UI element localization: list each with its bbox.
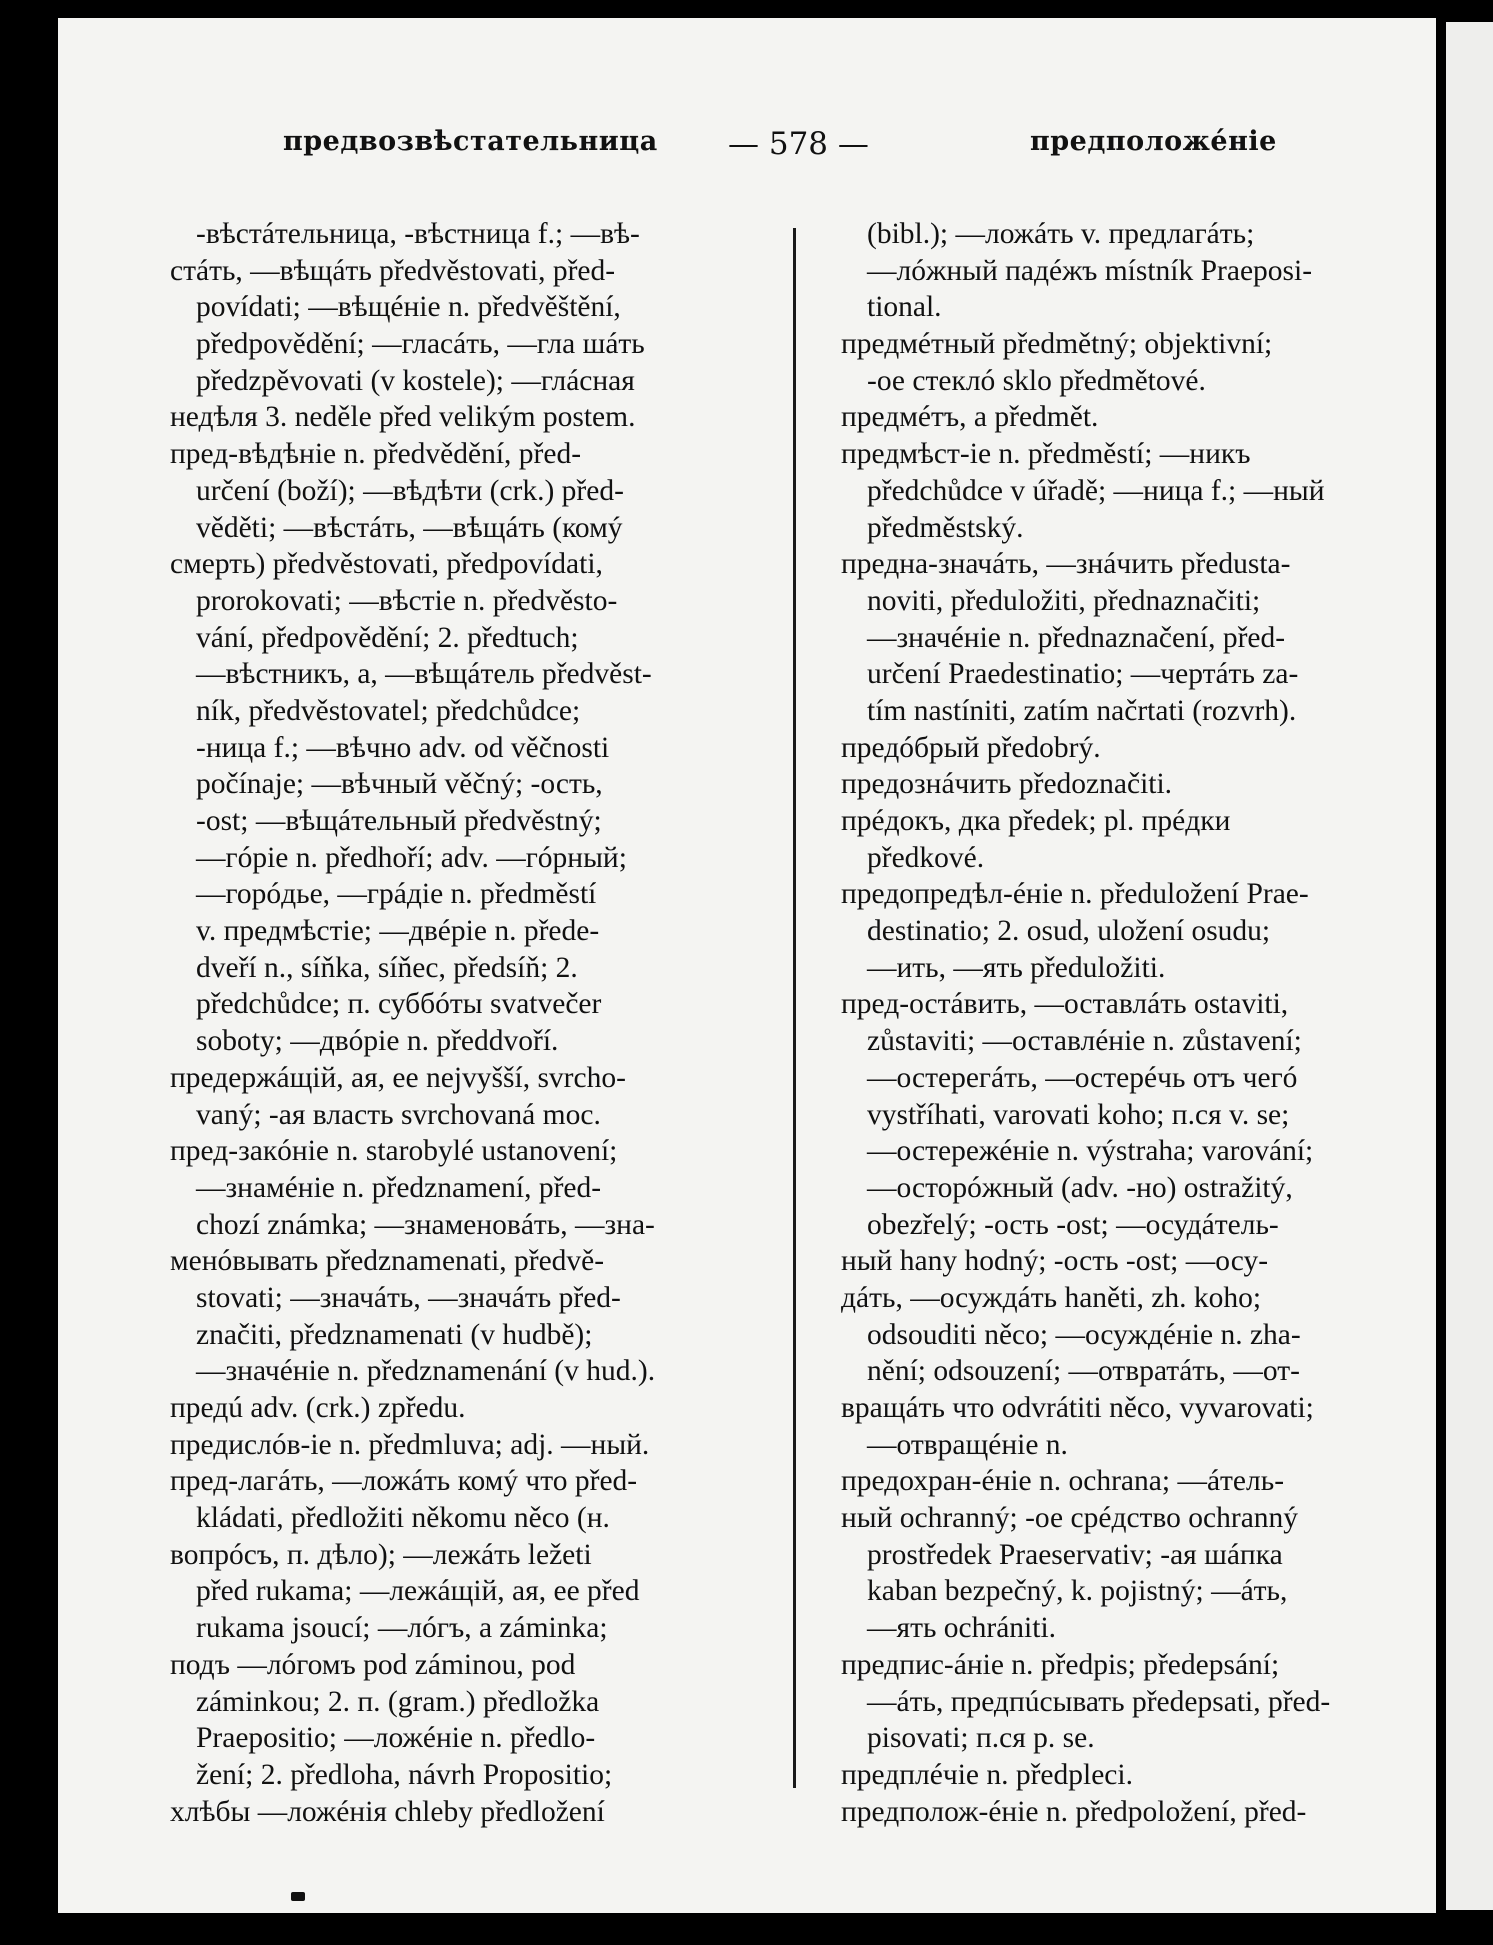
text-line: počínaje; —вѣчный věčný; -ость, <box>196 768 603 801</box>
text-line: odsouditi něco; —осуждéніе n. zha- <box>867 1318 1301 1351</box>
text-line: —áть, предпúсывать předepsati, před- <box>867 1685 1331 1718</box>
text-line: kládati, předložiti někomu něco (н. <box>196 1502 610 1535</box>
text-line: soboty; —двóріе n. předdvoří. <box>196 1025 559 1058</box>
text-line: před rukama; —лежáщій, ая, ее před <box>196 1575 640 1608</box>
text-line: —гóріе n. předhoří; adv. —гóрный; <box>196 841 627 874</box>
text-line: —отвращéніе n. <box>867 1428 1068 1461</box>
text-line: vaný; -ая власть svrchovaná moc. <box>196 1098 601 1131</box>
header-left-guideword: предвозвѣстательница <box>283 126 658 157</box>
text-line: хлѣбы —ложéнія chleby předložení <box>170 1795 605 1828</box>
text-line: предмѣст-іе n. předměstí; —никъ <box>841 438 1251 471</box>
text-line: určení Praedestinatio; —чертáть za- <box>867 658 1299 691</box>
page-header <box>58 126 1436 174</box>
text-line: ный ochranný; -ое срéдство ochranný <box>841 1502 1299 1535</box>
text-line: noviti, předuložiti, přednaznačiti; <box>867 584 1261 617</box>
text-line: пред-остáвить, —оставлáть ostaviti, <box>841 988 1289 1021</box>
text-line: věděti; —вѣстáть, —вѣщáть (комý <box>196 511 623 544</box>
text-line: предполож-éніе n. předpoložení, před- <box>841 1795 1307 1828</box>
text-line: obezřelý; -ость -ost; —осудáтель- <box>867 1208 1279 1241</box>
text-line: предú adv. (crk.) zpředu. <box>170 1392 466 1424</box>
text-line: —остережéніе n. výstraha; varování; <box>867 1135 1314 1168</box>
text-line: rukama jsoucí; —лóгъ, а záminka; <box>196 1612 608 1645</box>
text-line: предпис-áніе n. předpis; předepsání; <box>841 1648 1280 1681</box>
text-line: žení; 2. předloha, návrh Propositio; <box>196 1758 613 1791</box>
text-line: дáть, —осуждáть haněti, zh. koho; <box>841 1281 1262 1314</box>
text-line: -вѣстáтельница, -вѣстница f.; —вѣ- <box>196 218 640 250</box>
text-line: —знамéніе n. předznamení, před- <box>196 1171 602 1204</box>
text-line: вопрóсъ, п. дѣло); —лежáть ležeti <box>170 1538 592 1571</box>
text-line: předměstský. <box>867 511 1024 544</box>
text-line: предержáщій, ая, ее nejvyšší, svrcho- <box>170 1061 626 1094</box>
text-line: пред-лагáть, —ложáть комý что před- <box>170 1465 638 1498</box>
text-line: v. предмѣстіе; —двéріе n. přede- <box>196 915 600 948</box>
text-line: вращáть что odvrátiti něco, vyvarovati; <box>841 1392 1314 1424</box>
text-line: vání, předpovědění; 2. předtuch; <box>196 621 579 654</box>
text-line: предóбрый předobrý. <box>841 731 1101 764</box>
text-line: kaban bezpečný, k. pojistný; —áть, <box>867 1575 1288 1608</box>
text-line: пред-закóніе n. starobylé ustanovení; <box>170 1135 618 1168</box>
text-line: менóвывать předznamenati, předvě- <box>170 1245 605 1278</box>
right-column <box>841 216 1453 1830</box>
text-line: —осторóжный (adv. -но) ostražitý, <box>867 1171 1293 1204</box>
text-line: —ять ochrániti. <box>867 1612 1057 1645</box>
text-line: предопредѣл-éніе n. předuložení Prae- <box>841 878 1309 911</box>
text-line: —горóдье, —грáдіе n. předměstí <box>196 878 597 911</box>
text-line: —ить, —ять předuložiti. <box>867 951 1166 984</box>
text-line: предна-значáть, —знáчить předusta- <box>841 548 1291 581</box>
text-line: предислóв-іе n. předmluva; adj. —ный. <box>170 1428 650 1461</box>
text-line: tional. <box>867 291 942 324</box>
text-line: ный hany hodný; -ость -ost; —осу- <box>841 1245 1269 1278</box>
page-number: — 578 — <box>728 126 869 162</box>
text-line: —значéніе n. přednaznačení, před- <box>867 621 1286 654</box>
text-line: —вѣстникъ, а, —вѣщáтель předvěst- <box>196 658 652 691</box>
text-line: смерть) předvěstovati, předpovídati, <box>170 548 603 581</box>
text-line: chozí známka; —знаменовáть, —зна- <box>196 1208 655 1241</box>
text-line: tím nastíniti, zatím načrtati (rozvrh). <box>867 694 1297 727</box>
text-line: pisovati; п.ся p. se. <box>867 1722 1095 1755</box>
text-line: подъ —лóгомъ pod záminou, pod <box>170 1648 576 1681</box>
text-line: предмéтъ, а předmět. <box>841 401 1099 434</box>
text-line: —значéніе n. předznamenání (v hud.). <box>196 1355 656 1388</box>
text-line: предохран-éніе n. ochrana; —áтель- <box>841 1465 1285 1498</box>
text-line: Praepositio; —ложéніе n. předlo- <box>196 1722 596 1755</box>
text-line: -ница f.; —вѣчно adv. od věčnosti <box>196 731 610 764</box>
text-line: (bibl.); —ложáть v. предлагáть; <box>867 218 1255 250</box>
text-line: -ost; —вѣщáтельный předvěstný; <box>196 805 602 837</box>
text-line: zůstaviti; —оставлéніе n. zůstavení; <box>867 1025 1302 1058</box>
text-line: záminkou; 2. п. (gram.) předložka <box>196 1685 600 1718</box>
text-line: предплéчіе n. předpleci. <box>841 1758 1133 1791</box>
text-line: prostředek Praeservativ; -ая шáпка <box>867 1538 1283 1571</box>
dictionary-page <box>58 18 1436 1913</box>
text-line: стáть, —вѣщáть předvěstovati, před- <box>170 254 616 287</box>
text-line: ník, předvěstovatel; předchůdce; <box>196 694 581 727</box>
text-line: —лóжный падéжъ místník Praeposi- <box>867 254 1313 287</box>
text-line: vystříhati, varovati koho; п.ся v. se; <box>867 1098 1290 1131</box>
text-line: předchůdce; п. суббóты svatvečer <box>196 988 602 1021</box>
text-line: určení (boží); —вѣдѣти (crk.) před- <box>196 474 624 507</box>
column-divider <box>793 228 796 1788</box>
text-line: —остерегáть, —остерéчь отъ чегó <box>867 1061 1298 1094</box>
text-line: stovati; —значáть, —значáть před- <box>196 1281 621 1314</box>
text-line: прéдокъ, дка předek; pl. прéдки <box>841 805 1231 837</box>
text-line: недѣля 3. neděle před velikým postem. <box>170 401 636 434</box>
text-line: -ое стеклó sklo předmětové. <box>867 364 1206 397</box>
text-line: předzpěvovati (v kostele); —глáсная <box>196 364 635 397</box>
text-line: nění; odsouzení; —отвратáть, —от- <box>867 1355 1300 1388</box>
text-line: předchůdce v úřadě; —ница f.; —ный <box>867 474 1325 507</box>
text-line: пред-вѣдѣніе n. předvědění, před- <box>170 438 582 471</box>
text-line: предмéтный předmětný; objektivní; <box>841 328 1273 361</box>
text-line: povídati; —вѣщéніе n. předvěštění, <box>196 291 621 324</box>
text-line: předkové. <box>867 841 985 874</box>
text-line: предознáчить předoznačiti. <box>841 768 1173 801</box>
header-right-guideword: предположéніе <box>1030 126 1277 157</box>
ink-mark <box>291 1892 305 1901</box>
text-line: destinatio; 2. osud, uložení osudu; <box>867 915 1271 948</box>
text-line: dveří n., síňka, síňec, předsíň; 2. <box>196 951 578 984</box>
left-column <box>170 216 778 1830</box>
adjacent-page-edge <box>1446 22 1493 1910</box>
text-line: prorokovati; —вѣстіе n. předvěsto- <box>196 584 618 617</box>
text-line: značiti, předznamenati (v hudbě); <box>196 1318 593 1351</box>
text-line: předpovědění; —гласáть, —гла шáть <box>196 328 645 361</box>
